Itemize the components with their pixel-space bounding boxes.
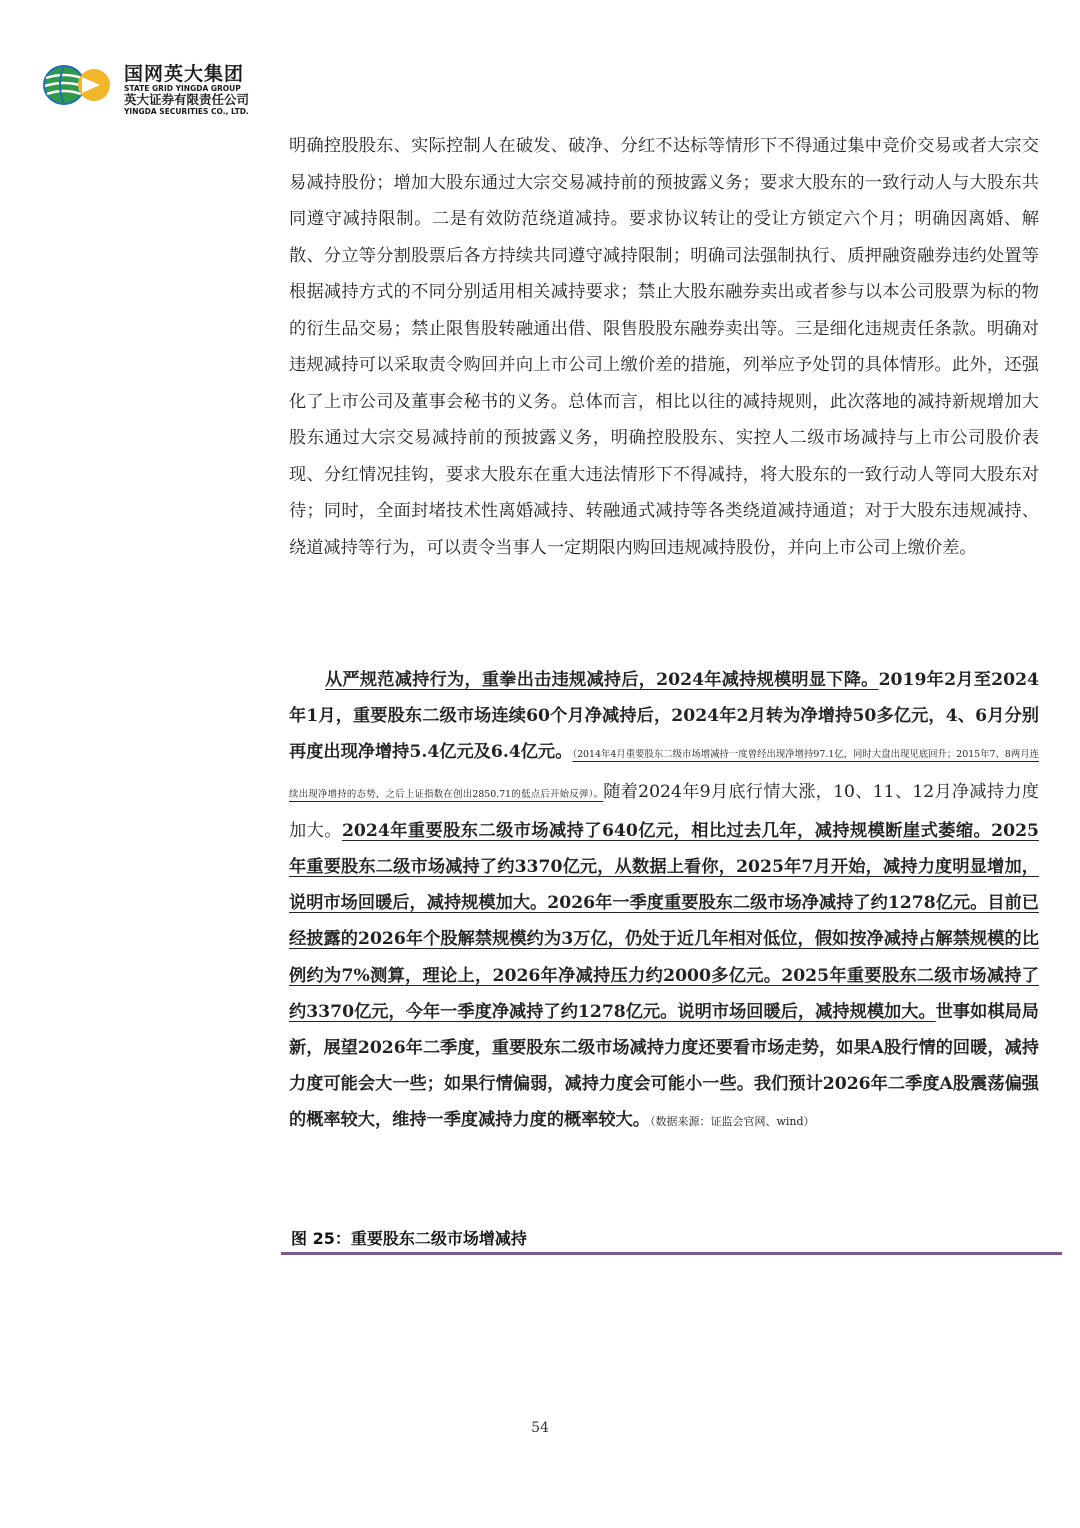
body-paragraph-2 — [289, 662, 1039, 1141]
paragraph-2-lead: 从严规范减持行为，重拳出击违规减持后，2024年减持规模明显下降。 — [325, 670, 879, 690]
subsidiary-name-cn: 英大证券有限责任公司 — [124, 92, 250, 107]
paragraph-2-segment-2: 随着2024年9月底行情大涨，10、11、12月净减持力度加大。 — [289, 781, 1039, 841]
page-number: 54 — [531, 1420, 549, 1436]
paragraph-2-bold-1: 2024年重要股东二级市场减持了640亿元，相比过去几年，减持规模断崖式萎缩。2025年重要股东二级市场减持了约3370亿元，从数据上看你，2025年7月开始，减持力度明显增加，说明市场回暖后，减持规模加大。2026年一季度重要股东二级市场净减持了约1278亿元。目前已经披露的2026年个股解禁规模约为3万亿，仍处于近几年相对低位，假如按净减持占解禁规模的比例约为7%测算，理论上，2026年净减持压力约2000多亿元。2025年重要股东二级市场减持了约3370亿元，今年一季度净减持了约1278亿元。说明市场回暖后，减持规模加大。 — [289, 820, 1039, 1022]
paragraph-1-text: 明确控股股东、实际控制人在破发、破净、分红不达标等情形下不得通过集中竞价交易或者大宗交易减持股份；增加大股东通过大宗交易减持前的预披露义务；要求大股东的一致行动人与大股东共同遵守减持限制。二是有效防范绕道减持。要求协议转让的受让方锁定六个月；明确因离婚、解散、分立等分割股票后各方持续共同遵守减持限制；明确司法强制执行、质押融资融券违约处置等根据减持方式的不同分别适用相关减持要求；禁止大股东融券卖出或者参与以本公司股票为标的物的衍生品交易；禁止限售股转融通出借、限售股股东融券卖出等。三是细化违规责任条款。明确对违规减持可以采取责令购回并向上市公司上缴价差的措施，列举应予处罚的具体情形。此外，还强化了上市公司及董事会秘书的义务。总体而言，相比以往的减持规则，此次落地的减持新规增加大股东通过大宗交易减持前的预披露义务，明确控股股东、实控人二级市场减持与上市公司股价表现、分红情况挂钩，要求大股东在重大违法情形下不得减持，将大股东的一致行动人等同大股东对待；同时，全面封堵技术性离婚减持、转融通式减持等各类绕道减持通道；对于大股东违规减持、绕道减持等行为，可以责令当事人一定期限内购回违规减持股份，并向上市公司上缴价差。 — [289, 136, 1039, 558]
subsidiary-name-en: YINGDA SECURITIES CO., LTD. — [124, 107, 249, 116]
company-name-cn: 国网英大集团 — [124, 63, 245, 85]
company-logo — [42, 62, 287, 124]
paragraph-2-bold-2: 世事如棋局局新，展望2026年二季度，重要股东二级市场减持力度还要看市场走势，如果A股行情的回暖，减持力度可能会大一些；如果行情偏弱，减持力度会可能小一些。我们预计2026年二季度A股震荡偏强的概率较大，维持一季度减持力度的概率较大。 — [289, 1001, 1039, 1131]
company-name-en: STATE GRID YINGDA GROUP — [124, 84, 241, 93]
figure-title: 图 25：重要股东二级市场增减持 — [291, 1229, 527, 1248]
data-source-note: （数据来源：证监会官网、wind） — [649, 1115, 815, 1129]
figure-title-rule — [281, 1252, 1062, 1255]
globe-logo-icon — [42, 64, 114, 106]
paragraph-2-note: （2014年4月重要股东二级市场增减持一度曾经出现净增持97.1亿，同时大盘出现见底回升；2015年7、8两月连续出现净增持的态势，之后上证指数在创出2850.71的低点后开始反弹）。 — [289, 749, 1039, 800]
body-paragraph-1 — [289, 128, 1039, 566]
paragraph-2-segment-1: 2019年2月至2024年1月，重要股东二级市场连续60个月净减持后，2024年2月转为净增持50多亿元，4、6月分别再度出现净增持5.4亿元及6.4亿元。 — [289, 670, 1039, 763]
